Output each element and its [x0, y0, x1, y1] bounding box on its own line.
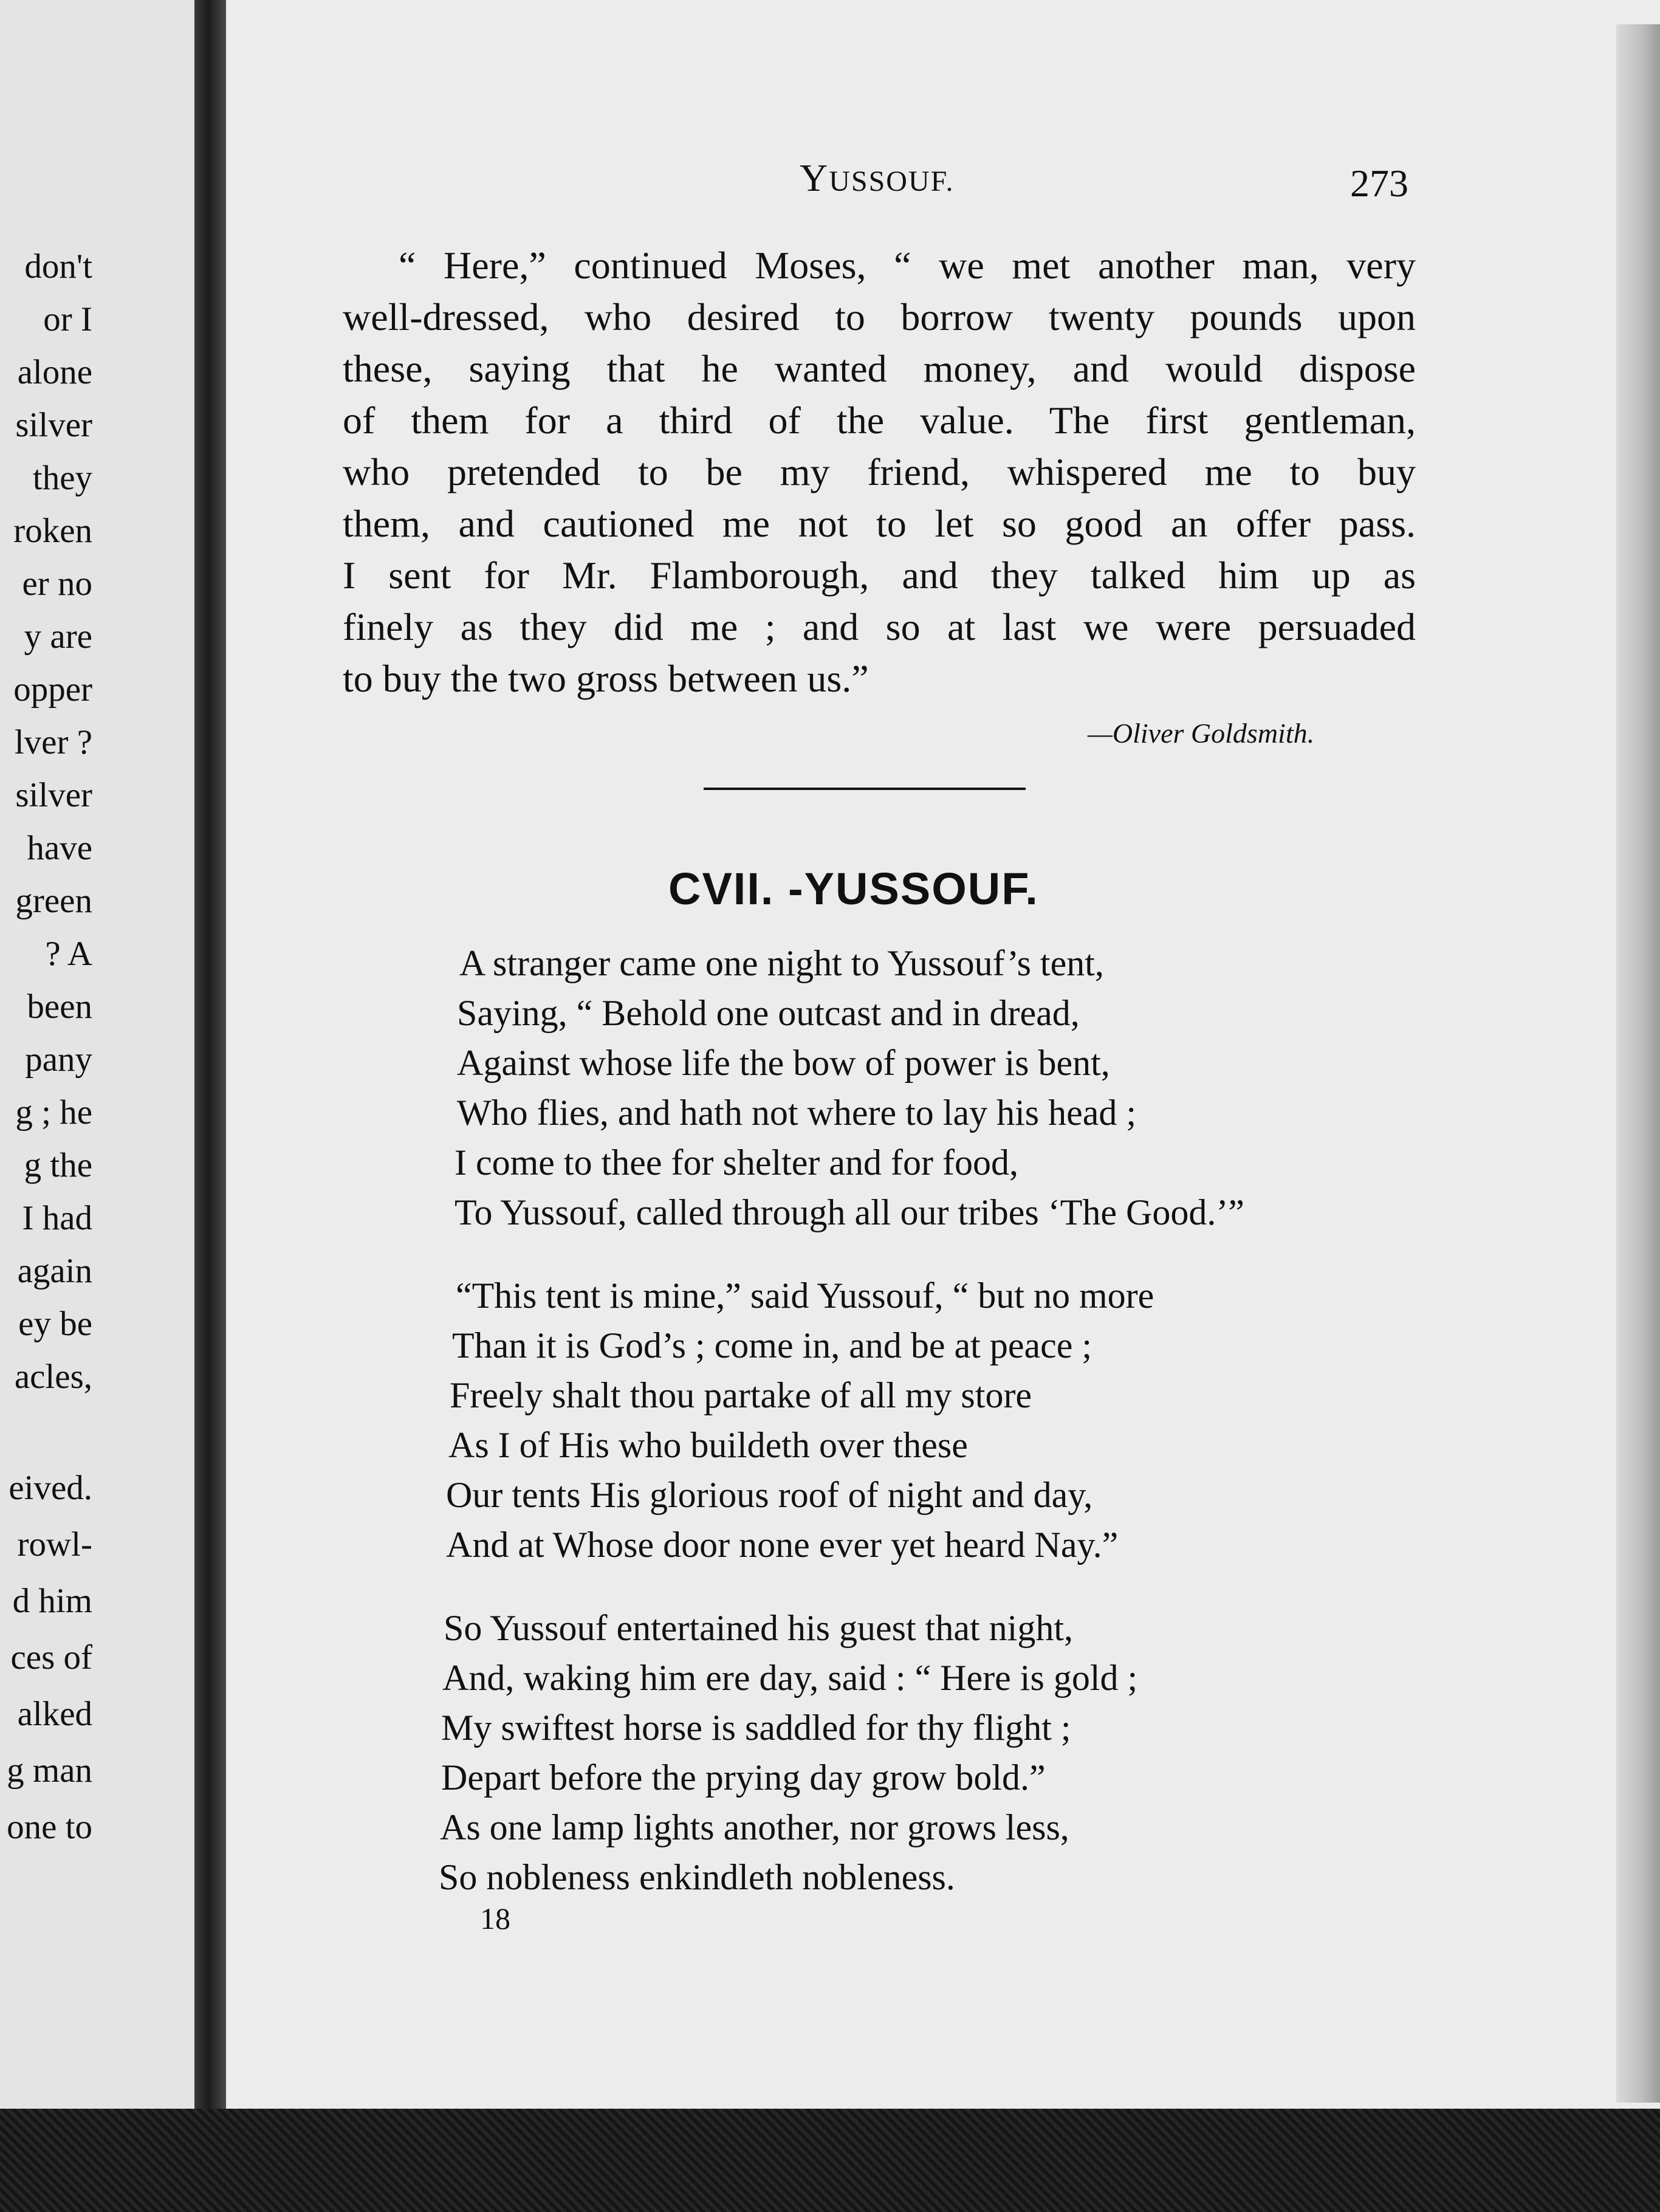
running-head: YUSSOUF. [800, 156, 955, 199]
author-attribution: —Oliver Goldsmith. [1088, 718, 1315, 749]
verse-line: As I of His who buildeth over these [448, 1425, 968, 1465]
left-page-line: been [27, 987, 92, 1026]
book-spine [194, 0, 226, 2212]
verse-line: I come to thee for shelter and for food, [454, 1142, 1018, 1183]
left-page-line: green [15, 882, 92, 920]
prose-line: “ Here,” continued Moses, “ we met another man, very [399, 244, 1416, 287]
left-page-line: lver ? [14, 723, 92, 761]
left-page-line: silver [15, 406, 92, 444]
verse-line: And, waking him ere day, said : “ Here is gold ; [442, 1658, 1138, 1698]
prose-line: I sent for Mr. Flamborough, and they talked him up as [343, 554, 1416, 597]
verse-line: Freely shalt thou partake of all my store [450, 1375, 1032, 1415]
left-page-line: I had [22, 1199, 92, 1237]
left-page-line: again [17, 1252, 92, 1290]
left-page-line: they [32, 459, 92, 497]
verse-line: A stranger came one night to Yussouf’s tent, [459, 943, 1104, 983]
prose-line: finely as they did me ; and so at last we were persuaded [343, 605, 1416, 648]
left-page-line: g man [7, 1751, 92, 1790]
left-page-line: alked [17, 1695, 92, 1733]
poem-title: CVII. -YUSSOUF. [668, 864, 1039, 914]
prose-line: these, saying that he wanted money, and would dispose [343, 347, 1416, 390]
scan-background [0, 2109, 1660, 2212]
left-page-line: g ; he [15, 1093, 92, 1132]
left-page-line: don't [24, 247, 92, 286]
left-page-line: silver [15, 776, 92, 814]
left-page-line: one to [7, 1808, 92, 1846]
left-page-fragment [0, 0, 194, 2109]
left-page-line: er no [22, 565, 92, 603]
left-page-line: d him [12, 1582, 92, 1620]
prose-line: them, and cautioned me not to let so good an offer pass. [343, 502, 1416, 545]
verse-line: Depart before the prying day grow bold.” [441, 1757, 1046, 1798]
left-page-line: g the [24, 1146, 92, 1184]
prose-line: to buy the two gross between us.” [343, 657, 869, 700]
prose-line: well-dressed, who desired to borrow twenty pounds upon [343, 295, 1416, 338]
signature-mark: 18 [480, 1901, 510, 1935]
left-page-line: y are [24, 617, 92, 656]
verse-line: “This tent is mine,” said Yussouf, “ but no more [456, 1276, 1154, 1316]
verse-line: Against whose life the bow of power is bent, [457, 1043, 1110, 1083]
verse-line: Saying, “ Behold one outcast and in dread, [457, 993, 1080, 1033]
prose-line: who pretended to be my friend, whispered me to buy [343, 450, 1416, 493]
left-page-line: opper [13, 670, 92, 709]
verse-line: My swiftest horse is saddled for thy flight ; [441, 1708, 1071, 1748]
left-page-line: alone [17, 353, 92, 391]
left-page-line: ey be [18, 1305, 92, 1343]
left-page-line: acles, [14, 1358, 92, 1396]
page-number: 273 [1350, 162, 1408, 205]
left-page-line: eived. [9, 1469, 92, 1507]
page-edge [1616, 24, 1660, 2103]
verse-line: Our tents His glorious roof of night and day, [446, 1475, 1093, 1515]
left-page-line: roken [13, 512, 92, 550]
left-page-line: rowl- [17, 1525, 92, 1564]
left-page-line: have [27, 829, 92, 867]
left-page-line: ? A [45, 935, 92, 973]
verse-line: Than it is God’s ; come in, and be at peace ; [452, 1325, 1092, 1365]
verse-line: To Yussouf, called through all our tribes ‘The Good.’” [454, 1192, 1244, 1232]
left-page-line: pany [25, 1040, 92, 1079]
left-page-line: or I [43, 300, 92, 338]
verse-line: Who flies, and hath not where to lay his head ; [457, 1093, 1137, 1133]
prose-line: of them for a third of the value. The first gentleman, [343, 399, 1416, 442]
verse-line: As one lamp lights another, nor grows less, [440, 1807, 1069, 1847]
verse-line: And at Whose door none ever yet heard Nay.” [446, 1525, 1119, 1565]
section-divider [704, 788, 1026, 790]
left-page-line: ces of [10, 1638, 92, 1677]
verse-line: So Yussouf entertained his guest that night, [444, 1608, 1073, 1648]
verse-line: So nobleness enkindleth nobleness. [439, 1857, 955, 1897]
